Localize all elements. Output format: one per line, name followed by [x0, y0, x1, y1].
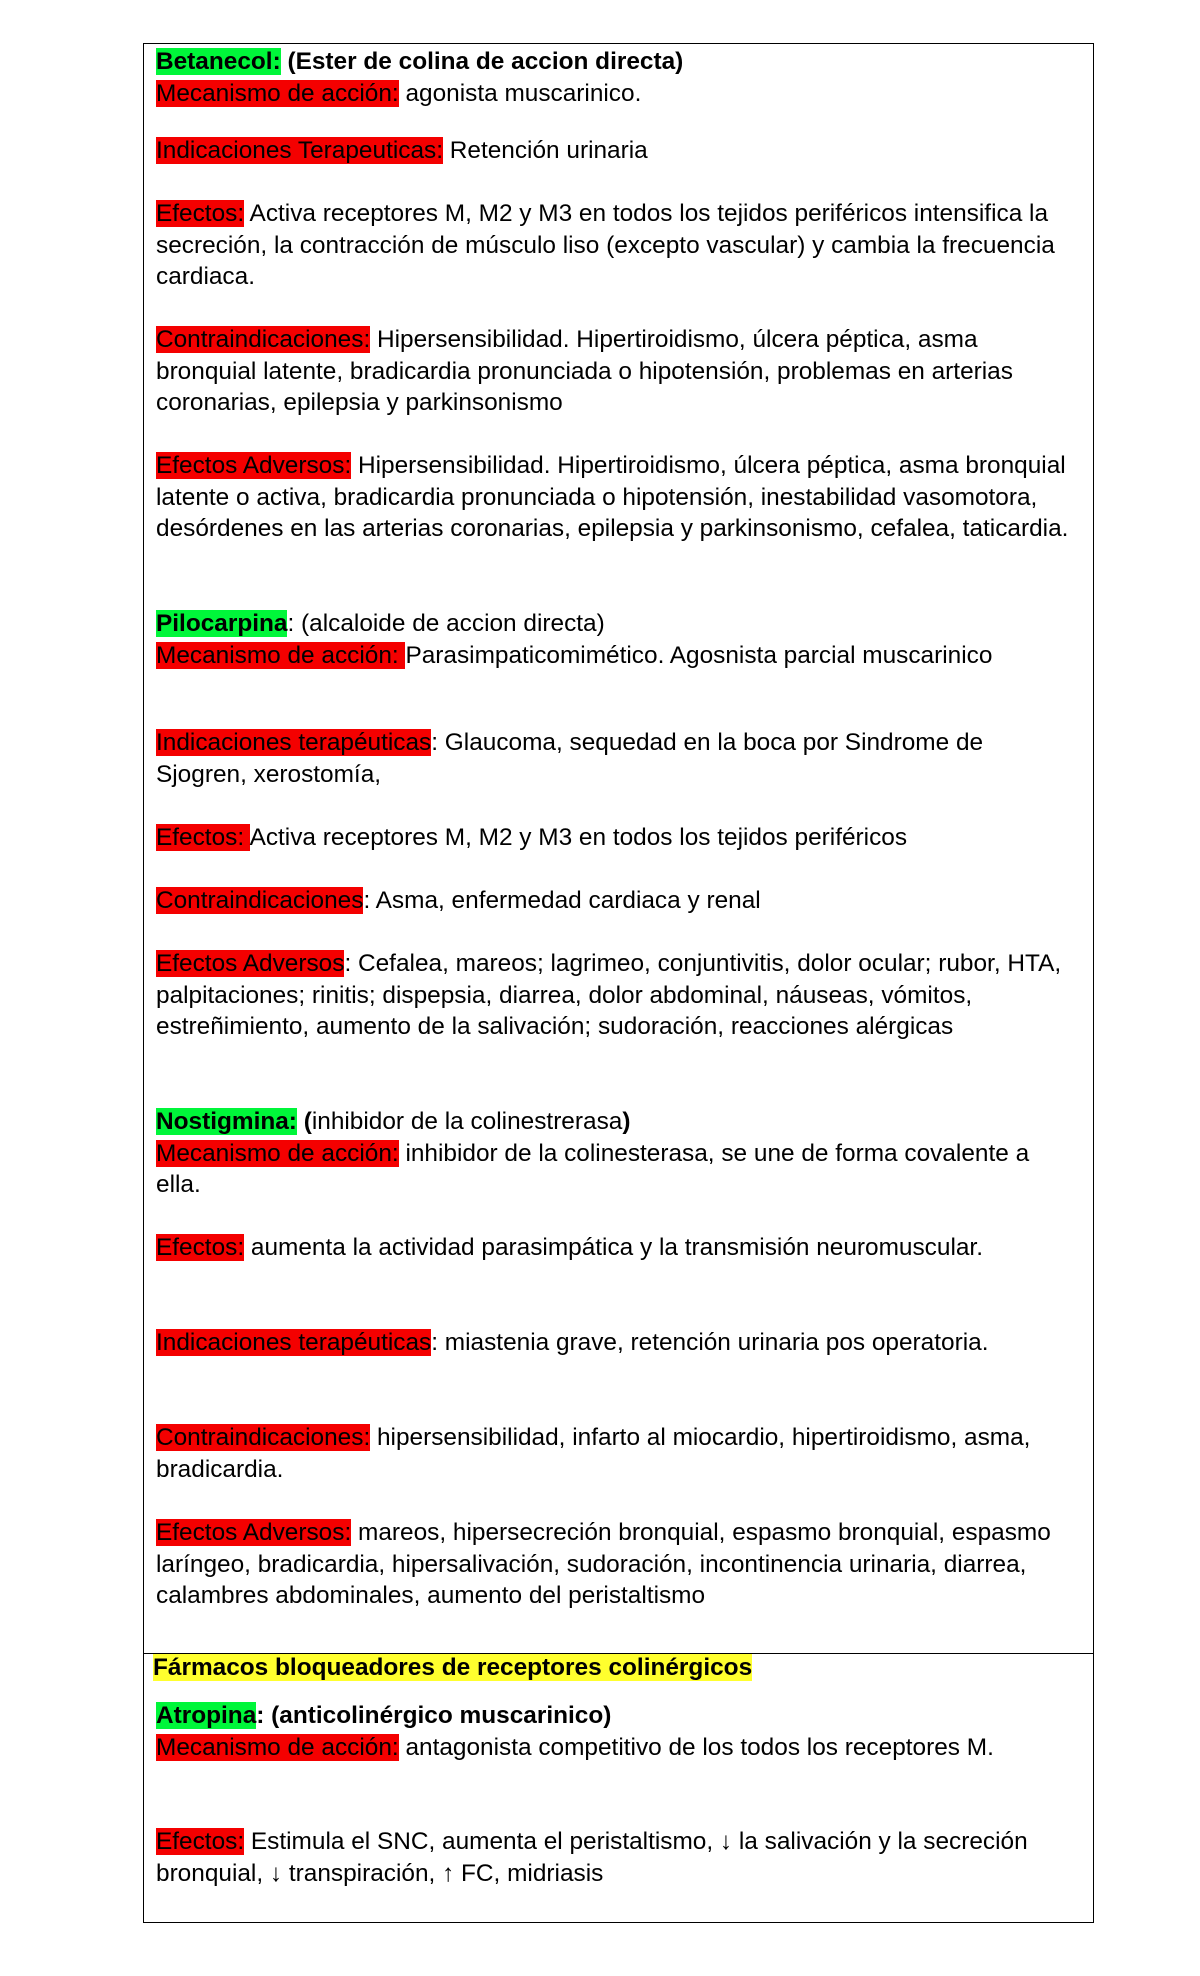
nostigmina-efectos [156, 1232, 1079, 1264]
nostigmina-contraindicaciones [156, 1422, 1079, 1485]
field-label: Efectos Adversos: [156, 452, 352, 479]
field-text: : Cefalea, mareos; lagrimeo, conjuntivitis, dolor ocular; rubor, HTA, palpitaciones; rinitis; dispepsia, diarrea, dolor abdominal, náuseas, vómitos, estreñimiento, aumento de la salivación; sudoración, reacciones alérgicas [156, 950, 1062, 1041]
cholinergic-blockers-cell [144, 1653, 1093, 1922]
field-label: Efectos: [156, 824, 250, 851]
pilocarpina-contraindicaciones [156, 885, 1079, 917]
document-table [143, 43, 1094, 1923]
field-text: Activa receptores M, M2 y M3 en todos los tejidos periféricos [249, 824, 908, 851]
drug-name: Betanecol: [156, 48, 281, 75]
betanecol-adversos [156, 450, 1079, 545]
betanecol-contraindicaciones [156, 324, 1079, 419]
drug-description: : (alcaloide de accion directa) [287, 610, 605, 637]
field-label: Efectos Adversos [156, 950, 345, 977]
field-label: Efectos Adversos: [156, 1519, 352, 1546]
field-text: hipersensibilidad, infarto al miocardio, hipertiroidismo, asma, bradicardia. [156, 1424, 1031, 1483]
field-text: mareos, hipersecreción bronquial, espasmo bronquial, espasmo laríngeo, bradicardia, hipersalivación, sudoración, incontinencia urinaria, diarrea, calambres abdominales, aumento del peristaltismo [156, 1519, 1051, 1610]
field-text: Hipersensibilidad. Hipertiroidismo, úlcera péptica, asma bronquial latente o activa, bradicardia pronunciada o hipotensión, inestabilidad vasomotora, desórdenes en las arterias coronarias, epilepsia y parkinsonismo, cefalea, taticardia. [156, 452, 1069, 543]
field-text: inhibidor de la colinesterasa, se une de forma covalente a ella. [156, 1139, 1030, 1199]
field-label: Efectos: [156, 1234, 245, 1261]
drug-name: Atropina [156, 1702, 257, 1729]
betanecol-indicaciones [156, 135, 1079, 167]
section-title [153, 1652, 1079, 1684]
field-label: Indicaciones Terapeuticas: [156, 137, 443, 164]
field-label: Mecanismo de acción: [156, 1139, 399, 1167]
pilocarpina-indicaciones [156, 727, 1079, 790]
field-label: Indicaciones terapéuticas [156, 729, 432, 756]
paren-close: ) [622, 1108, 631, 1135]
field-text: antagonista competitivo de los todos los receptores M. [398, 1733, 994, 1761]
paren-open: ( [296, 1108, 312, 1135]
nostigmina-indicaciones [156, 1327, 1079, 1359]
atropina-heading [156, 1700, 1079, 1763]
field-text: Parasimpaticomimético. Agosnista parcial muscarinico [405, 641, 993, 669]
drug-description: (Ester de colina de accion directa) [280, 48, 684, 75]
field-label: Contraindicaciones: [156, 326, 371, 353]
betanecol-efectos [156, 198, 1079, 293]
field-text: Retención urinaria [443, 137, 648, 164]
drug-name: Pilocarpina [156, 610, 288, 637]
atropina-efectos [156, 1826, 1079, 1889]
field-label: Indicaciones terapéuticas [156, 1329, 432, 1356]
pilocarpina-efectos [156, 822, 1079, 854]
field-text: : miastenia grave, retención urinaria pos operatoria. [431, 1329, 989, 1356]
field-label: Efectos: [156, 200, 245, 227]
field-label: Mecanismo de acción: [156, 1733, 399, 1761]
drug-description: inhibidor de la colinestrerasa [311, 1108, 623, 1135]
field-text: agonista muscarinico. [398, 79, 642, 107]
field-text: Hipersensibilidad. Hipertiroidismo, úlcera péptica, asma bronquial latente, bradicardia pronunciada o hipotensión, problemas en arterias coronarias, epilepsia y parkinsonismo [156, 326, 1013, 417]
nostigmina-adversos [156, 1517, 1079, 1612]
pilocarpina-adversos [156, 948, 1079, 1043]
field-text: : Asma, enfermedad cardiaca y renal [363, 887, 761, 914]
field-label: Efectos: [156, 1828, 245, 1855]
nostigmina-heading [156, 1106, 1079, 1201]
field-label: Contraindicaciones: [156, 1424, 371, 1451]
field-label: Contraindicaciones [156, 887, 364, 914]
drug-description: : (anticolinérgico muscarinico) [256, 1702, 612, 1729]
section-title-text: Fármacos bloqueadores de receptores colinérgicos [153, 1654, 753, 1681]
field-text: Activa receptores M, M2 y M3 en todos los tejidos periféricos intensifica la secreción, la contracción de músculo liso (excepto vascular) y cambia la frecuencia cardiaca. [156, 200, 1055, 291]
field-label: Mecanismo de acción: [156, 79, 399, 107]
pilocarpina-heading [156, 608, 1079, 671]
field-text: aumenta la actividad parasimpática y la transmisión neuromuscular. [244, 1234, 983, 1261]
field-text: Estimula el SNC, aumenta el peristaltismo, ↓ la salivación y la secreción bronquial, ↓ transpiración, ↑ FC, midriasis [156, 1828, 1028, 1887]
field-text: : Glaucoma, sequedad en la boca por Sindrome de Sjogren, xerostomía, [156, 729, 984, 788]
cholinergic-agonists-cell [144, 44, 1093, 1654]
field-label: Mecanismo de acción: [156, 641, 406, 669]
drug-name: Nostigmina: [156, 1108, 297, 1135]
betanecol-heading [156, 46, 1079, 109]
